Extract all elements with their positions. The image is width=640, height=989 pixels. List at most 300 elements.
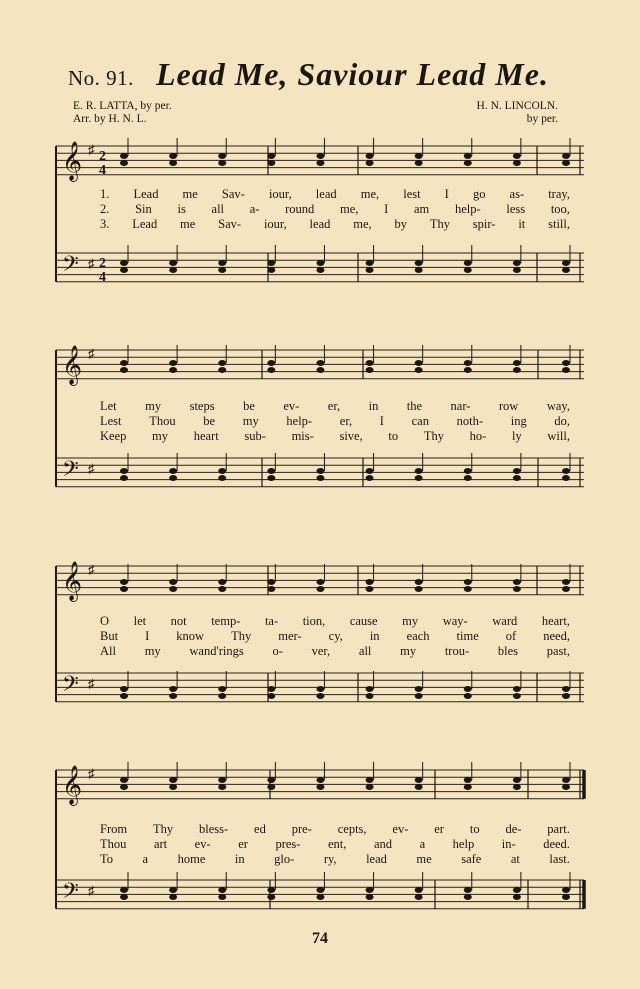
lyric-syllable: last. [549,852,570,866]
note-head [169,686,177,692]
note-head [415,693,423,699]
bass-clef-icon: 𝄢 [62,457,79,487]
note-head [366,887,374,893]
note-head [120,894,128,900]
note-head [267,777,275,783]
lyric-syllable: way, [546,399,570,413]
treble-clef-icon: 𝄞 [62,141,83,181]
lyric-syllable: heart [193,429,219,443]
note-head [464,894,472,900]
lyric-syllable: pre- [291,822,312,836]
lyric-syllable: sive, [339,429,363,443]
lyric-syllable: Sav- [221,187,245,201]
note-head [366,160,374,166]
lyric-syllable: de- [505,822,522,836]
lyricist-line: E. R. LATTA, by per. [73,100,172,112]
lyric-syllable: too, [550,202,570,216]
lyric-syllable: a- [249,202,260,216]
lyric-line [100,822,570,837]
note-head [415,360,423,366]
note-head [513,360,521,366]
note-head [366,367,374,373]
sharp-icon: ♯ [88,256,95,271]
note-head [415,160,423,166]
lyric-syllable: er [434,822,444,836]
lyric-syllable: er, [339,414,353,428]
note-head [267,360,275,366]
note-head [169,894,177,900]
lyric-line [100,399,570,414]
note-head [562,367,570,373]
lyric-syllable: Thou [149,414,176,428]
note-head [218,693,226,699]
lyric-syllable: From [100,822,128,836]
lyric-syllable: I [384,202,389,216]
note-head [169,360,177,366]
note-head [218,267,226,273]
verse-number: 2. [100,202,110,216]
hymn-title: Lead Me, Saviour Lead Me. [156,56,549,92]
time-signature-top: 2 [99,149,106,164]
composer-line: H. N. LINCOLN. [476,100,558,112]
note-head [415,367,423,373]
note-head [316,894,324,900]
lyric-line [100,644,570,659]
note-head [267,153,275,159]
note-head [562,686,570,692]
lyric-syllable: Thou [100,837,127,851]
sharp-icon: ♯ [88,766,95,781]
note-head [169,367,177,373]
note-head [218,153,226,159]
lyric-syllable: cy, [328,629,343,643]
lyric-block [100,822,570,867]
lyric-line [100,414,570,429]
note-head [513,267,521,273]
lyric-syllable: Lead [132,217,158,231]
note-head [218,777,226,783]
note-head [120,475,128,481]
note-head [415,784,423,790]
lyric-syllable: er, [327,399,341,413]
lyric-syllable: Keep [100,429,127,443]
lyric-syllable: ry, [323,852,337,866]
lyric-syllable: mer- [278,629,302,643]
lyric-syllable: Lest [100,414,122,428]
lyric-syllable: ed [254,822,266,836]
note-head [218,686,226,692]
lyric-syllable: I [379,414,384,428]
lyric-syllable: me [416,852,432,866]
note-head [562,153,570,159]
note-head [169,777,177,783]
lyric-syllable: temp- [211,614,241,628]
lyric-line [100,852,570,867]
note-head [513,367,521,373]
note-head [513,784,521,790]
lyric-syllable: know [176,629,205,643]
note-head [169,160,177,166]
time-signature-top: 2 [99,256,106,271]
lyric-syllable: my [152,429,169,443]
lyric-syllable: in [368,399,379,413]
note-head [415,153,423,159]
note-head [169,475,177,481]
lyric-syllable: All [100,644,116,658]
note-head [415,267,423,273]
note-head [120,267,128,273]
lyric-syllable: ev- [392,822,409,836]
note-head [316,777,324,783]
lyric-syllable: mis- [291,429,314,443]
lyric-syllable: Thy [152,822,174,836]
note-head [169,887,177,893]
note-head [218,468,226,474]
note-head [415,260,423,266]
note-head [120,784,128,790]
note-head [366,784,374,790]
note-head [316,153,324,159]
note-head [464,579,472,585]
lyric-syllable: pres- [275,837,301,851]
sharp-icon: ♯ [88,346,95,361]
note-head [267,468,275,474]
note-head [267,267,275,273]
lyric-line [100,429,570,444]
lyric-syllable: o- [272,644,283,658]
lyric-syllable: Sav- [218,217,242,231]
lyric-syllable: home [177,852,206,866]
note-head [267,579,275,585]
lyric-syllable: Sin [135,202,152,216]
lyric-syllable: bles [497,644,518,658]
note-head [513,586,521,592]
lyric-syllable: iour, [268,187,292,201]
note-head [120,360,128,366]
note-head [513,160,521,166]
note-head [415,887,423,893]
note-head [415,468,423,474]
note-head [316,475,324,481]
note-head [316,686,324,692]
verse-number: 1. [100,187,110,201]
lyric-syllable: Lead [133,187,159,201]
lyric-syllable: But [100,629,119,643]
note-head [464,777,472,783]
note-head [562,887,570,893]
lyric-syllable: ev- [283,399,300,413]
note-head [267,586,275,592]
note-head [513,894,521,900]
note-head [366,475,374,481]
note-head [120,887,128,893]
lyric-syllable: me, [360,187,380,201]
lyric-syllable: and [373,837,393,851]
note-head [120,260,128,266]
permission-line: by per. [526,113,558,125]
bass-clef-icon: 𝄢 [62,879,79,909]
note-head [562,586,570,592]
note-head [366,586,374,592]
note-head [562,267,570,273]
note-head [415,475,423,481]
note-head [464,260,472,266]
lyric-syllable: bless- [198,822,229,836]
note-head [316,360,324,366]
lyric-syllable: me [182,187,198,201]
note-head [464,267,472,273]
lyric-syllable: all [358,644,372,658]
note-head [120,160,128,166]
lyric-syllable: time [456,629,479,643]
lyric-syllable: at [510,852,520,866]
note-head [366,153,374,159]
note-head [513,693,521,699]
lyric-block [100,399,570,444]
bass-clef-icon: 𝄢 [62,252,79,282]
note-head [562,160,570,166]
lyric-syllable: er [238,837,248,851]
note-head [316,784,324,790]
lyric-syllable: in [234,852,245,866]
note-head [464,784,472,790]
lyric-syllable: lest [403,187,421,201]
sharp-icon: ♯ [88,562,95,577]
lyric-syllable: ing [510,414,527,428]
sharp-icon: ♯ [88,142,95,157]
arranger-line: Arr. by H. N. L. [73,113,147,125]
note-head [169,267,177,273]
lyric-syllable: help- [286,414,313,428]
note-head [513,153,521,159]
lyric-syllable: my [242,414,259,428]
note-head [316,367,324,373]
lyric-syllable: go [472,187,486,201]
note-head [316,586,324,592]
lyric-syllable: by [394,217,407,231]
lyric-syllable: as- [509,187,525,201]
lyric-syllable: cause [349,614,378,628]
lyric-syllable: To [100,852,114,866]
note-head [415,894,423,900]
lyric-syllable: still, [548,217,570,231]
note-head [562,468,570,474]
note-head [513,475,521,481]
note-head [120,468,128,474]
note-head [464,586,472,592]
note-head [267,693,275,699]
lyric-syllable: ta- [264,614,279,628]
note-head [562,260,570,266]
note-head [218,360,226,366]
lyric-syllable: I [145,629,150,643]
time-signature-bottom: 4 [99,163,106,178]
bass-clef-icon: 𝄢 [62,672,79,702]
lyric-line [100,614,570,629]
note-head [366,686,374,692]
lyric-syllable: ver, [311,644,331,658]
note-head [562,475,570,481]
lyric-syllable: need, [543,629,570,643]
note-head [267,367,275,373]
note-head [218,160,226,166]
note-head [316,579,324,585]
note-head [120,367,128,373]
lyric-syllable: all [211,202,225,216]
treble-clef-icon: 𝄞 [62,561,83,601]
note-head [366,894,374,900]
lyric-syllable: lead [315,187,337,201]
note-head [218,579,226,585]
lyric-syllable: ly [511,429,522,443]
note-head [513,887,521,893]
lyric-syllable: help- [454,202,481,216]
lyric-syllable: to [469,822,480,836]
note-head [169,153,177,159]
note-head [464,367,472,373]
lyric-syllable: ho- [469,429,487,443]
note-head [366,267,374,273]
note-head [267,894,275,900]
note-head [218,894,226,900]
lyric-syllable: deed. [543,837,570,851]
lyric-syllable: me [180,217,196,231]
note-head [562,360,570,366]
note-head [513,686,521,692]
note-head [218,887,226,893]
lyric-syllable: my [402,614,419,628]
note-head [464,153,472,159]
note-head [218,586,226,592]
note-head [366,579,374,585]
note-head [316,693,324,699]
lyric-syllable: Let [100,399,117,413]
note-head [464,887,472,893]
lyric-block [100,614,570,659]
lyric-syllable: trou- [444,644,470,658]
lyric-line [100,202,570,217]
note-head [267,784,275,790]
lyric-syllable: less [506,202,526,216]
note-head [267,475,275,481]
note-head [120,579,128,585]
lyric-syllable: ev- [194,837,211,851]
note-head [464,475,472,481]
hymn-number-label: No. 91. [68,66,134,90]
note-head [120,686,128,692]
note-head [562,784,570,790]
lyric-syllable: be [243,399,255,413]
note-head [316,267,324,273]
lyric-syllable: do, [554,414,570,428]
lyric-syllable: my [144,644,161,658]
lyric-syllable: is [177,202,186,216]
time-signature-bottom: 4 [99,270,106,285]
lyric-syllable: tray, [548,187,570,201]
note-head [366,468,374,474]
verse-number: 3. [100,217,110,231]
note-head [120,586,128,592]
lyric-syllable: row [498,399,519,413]
note-head [366,693,374,699]
lyric-syllable: past, [546,644,570,658]
note-head [169,693,177,699]
note-head [169,260,177,266]
note-head [464,160,472,166]
lyric-block [100,187,570,232]
note-head [415,686,423,692]
lyric-syllable: noth- [456,414,484,428]
note-head [169,586,177,592]
page-number: 74 [312,930,328,947]
lyric-syllable: spir- [472,217,496,231]
lyric-syllable: Thy [423,429,444,443]
lyric-syllable: in- [501,837,516,851]
note-head [415,586,423,592]
lyric-syllable: Thy [429,217,450,231]
lyric-syllable: tion, [302,614,326,628]
lyric-syllable: my [145,399,162,413]
lyric-syllable: in [369,629,380,643]
note-head [562,777,570,783]
note-head [316,260,324,266]
note-head [316,468,324,474]
lyric-syllable: a [142,852,149,866]
note-head [120,153,128,159]
note-head [267,260,275,266]
note-head [169,468,177,474]
note-head [218,784,226,790]
note-head [366,777,374,783]
lyric-syllable: my [400,644,417,658]
lyric-syllable: ward [492,614,518,628]
note-head [562,894,570,900]
note-head [218,475,226,481]
note-head [218,260,226,266]
lyric-syllable: O [100,614,110,628]
lyric-syllable: to [388,429,399,443]
lyric-syllable: safe [461,852,482,866]
lyric-syllable: of [505,629,517,643]
lyric-syllable: be [203,414,216,428]
lyric-syllable: me, [340,202,359,216]
lyric-syllable: iour, [263,217,287,231]
note-head [169,579,177,585]
lyric-syllable: not [170,614,187,628]
lyric-syllable: will, [547,429,570,443]
lyric-syllable: each [406,629,430,643]
note-head [513,777,521,783]
lyric-syllable: heart, [541,614,570,628]
note-head [267,160,275,166]
sharp-icon: ♯ [88,676,95,691]
note-head [366,360,374,366]
note-head [366,260,374,266]
lyric-syllable: let [133,614,147,628]
note-head [464,360,472,366]
lyric-syllable: steps [189,399,215,413]
lyric-syllable: ent, [328,837,347,851]
note-head [562,693,570,699]
lyric-syllable: Thy [231,629,252,643]
lyric-syllable: wand'rings [189,644,244,658]
lyric-syllable: a [419,837,426,851]
note-head [120,777,128,783]
lyric-syllable: part. [547,822,570,836]
lyric-syllable: help [452,837,475,851]
note-head [464,686,472,692]
lyric-syllable: sub- [244,429,266,443]
